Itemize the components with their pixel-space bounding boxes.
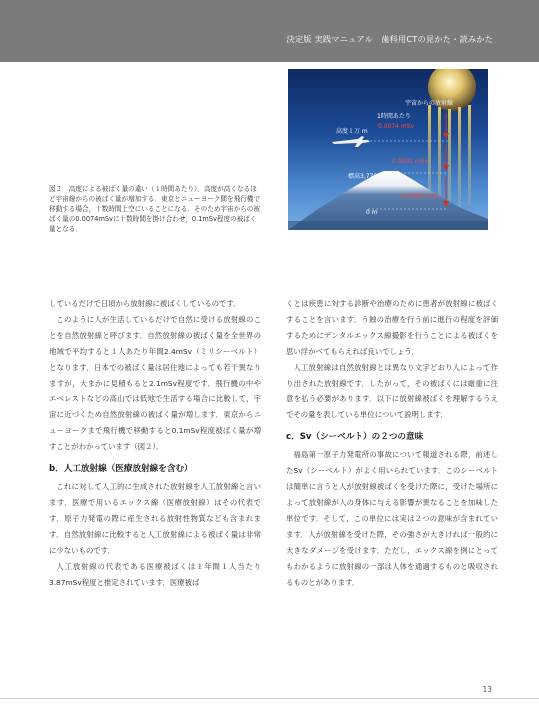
header-bar xyxy=(0,0,539,62)
per-hour-label: 1時間あたり xyxy=(377,113,411,120)
paragraph: このように人が生活しているだけで自然に受ける放射線のことを自然放射線と呼びます．自然放射線の被ばく量を全世界の地域で平均すると１人あたり年間2.4mSv（ミリシーベルト）となります．日本での被ばく量は居住地によっても若干異なりますが，大まかに見積もると2.1mSv程度です．飛行機の中やエベレストなどの高山では低地で生活する場合に比較して，宇宙に近づくため自然放射線の被ばく量が増します．東京からニューヨークまで飛行機で移動すると0.1mSv程度被ばく量が増すことがわかっています（図２）． xyxy=(49,314,261,452)
paragraph: 福島第一原子力発電所の事故について報道される際，前述したSv（シーベルト）がよく用いられています．このシーベルトは簡単に言うと人が放射線被ばくを受けた際に，受けた場所によって放射線が人の身体に与える影響が異なることを加味した単位です．そして，この単位には実は２つの意味が含まれています．人が放射線を受けた際，その強さが大きければ一般的に大きなダメージを受けます．ただし，エックス線を例にとってもわかるように放射線の一部は人体を通過するものと吸収されるものとがあります． xyxy=(286,450,498,587)
running-title: 決定版 実践マニュアル 歯科用CTの見かた・読みかた xyxy=(286,34,493,44)
figure-illustration xyxy=(288,69,488,230)
altitude-3776m-label: 標高3,776 m xyxy=(348,173,385,180)
footer-rule xyxy=(0,698,539,699)
paragraph: これに対して人工的に生成された放射線を人工放射線と言います．医療で用いるエックス線（医療放射線）はその代表です．原子力発電の際に産生される放射性物質なども含まれます．自然放射線に比較すると人工放射線による被ばく量は非常に少ないものです． xyxy=(49,482,261,555)
right-column xyxy=(286,296,498,590)
paragraph: くとは疾患に対する診断や治療のために患者が放射線に被ばくすることを言います．う蝕の治療を行う前に進行の程度を評価するためにデンタルエックス線撮影を行うことによる被ばくを思い浮かべてもらえれば良いでしょう． xyxy=(286,299,498,356)
figure-caption: 図２ 高度による被ばく量の違い（１時間あたり）．高度が高くなるほど宇宙線からの被ばく量が増加する．東京とニューヨーク間を飛行機で移動する場合，十数時間上空にいることになる．そのため宇宙からの被ばく量の0.0074mSvに十数時間を掛け合わせ，0.1mSv程度の被ばく量となる． xyxy=(49,185,260,233)
cosmic-source-label: 宇宙からの放射線 xyxy=(405,100,454,107)
dose-0m: 0.00005 mSv xyxy=(400,193,440,200)
paragraph: 人工放射線の代表である医療被ばくは１年間１人当たり3.87mSv程度と推定されています．医療被ば xyxy=(49,561,261,587)
dose-10000m: 0.0074 mSv xyxy=(378,123,415,130)
page-number: 13 xyxy=(482,685,492,694)
section-heading-c: c．Sv（シーベルト）の２つの意味 xyxy=(286,432,424,443)
altitude-0m-label: 0 m xyxy=(366,209,378,216)
section-heading-b: b．人工放射線（医療放射線を含む） xyxy=(49,464,193,475)
altitude-dose-figure xyxy=(288,69,488,230)
paragraph: しているだけで日頃から放射線に被ばくしているのです． xyxy=(49,299,241,308)
airplane-icon xyxy=(332,136,370,147)
dose-3776m: 0.0001 mSv xyxy=(392,158,429,165)
left-column xyxy=(49,296,261,590)
altitude-10000m-label: 高度１万 m xyxy=(336,128,368,135)
paragraph: 人工放射線は自然放射線とは異なり文字どおり人によって作り出された放射線です．したがって，その被ばくには厳重に注意を払う必要があります．以下に放射線被ばくを理解するうえでその量を表している単位について説明します． xyxy=(286,362,498,420)
